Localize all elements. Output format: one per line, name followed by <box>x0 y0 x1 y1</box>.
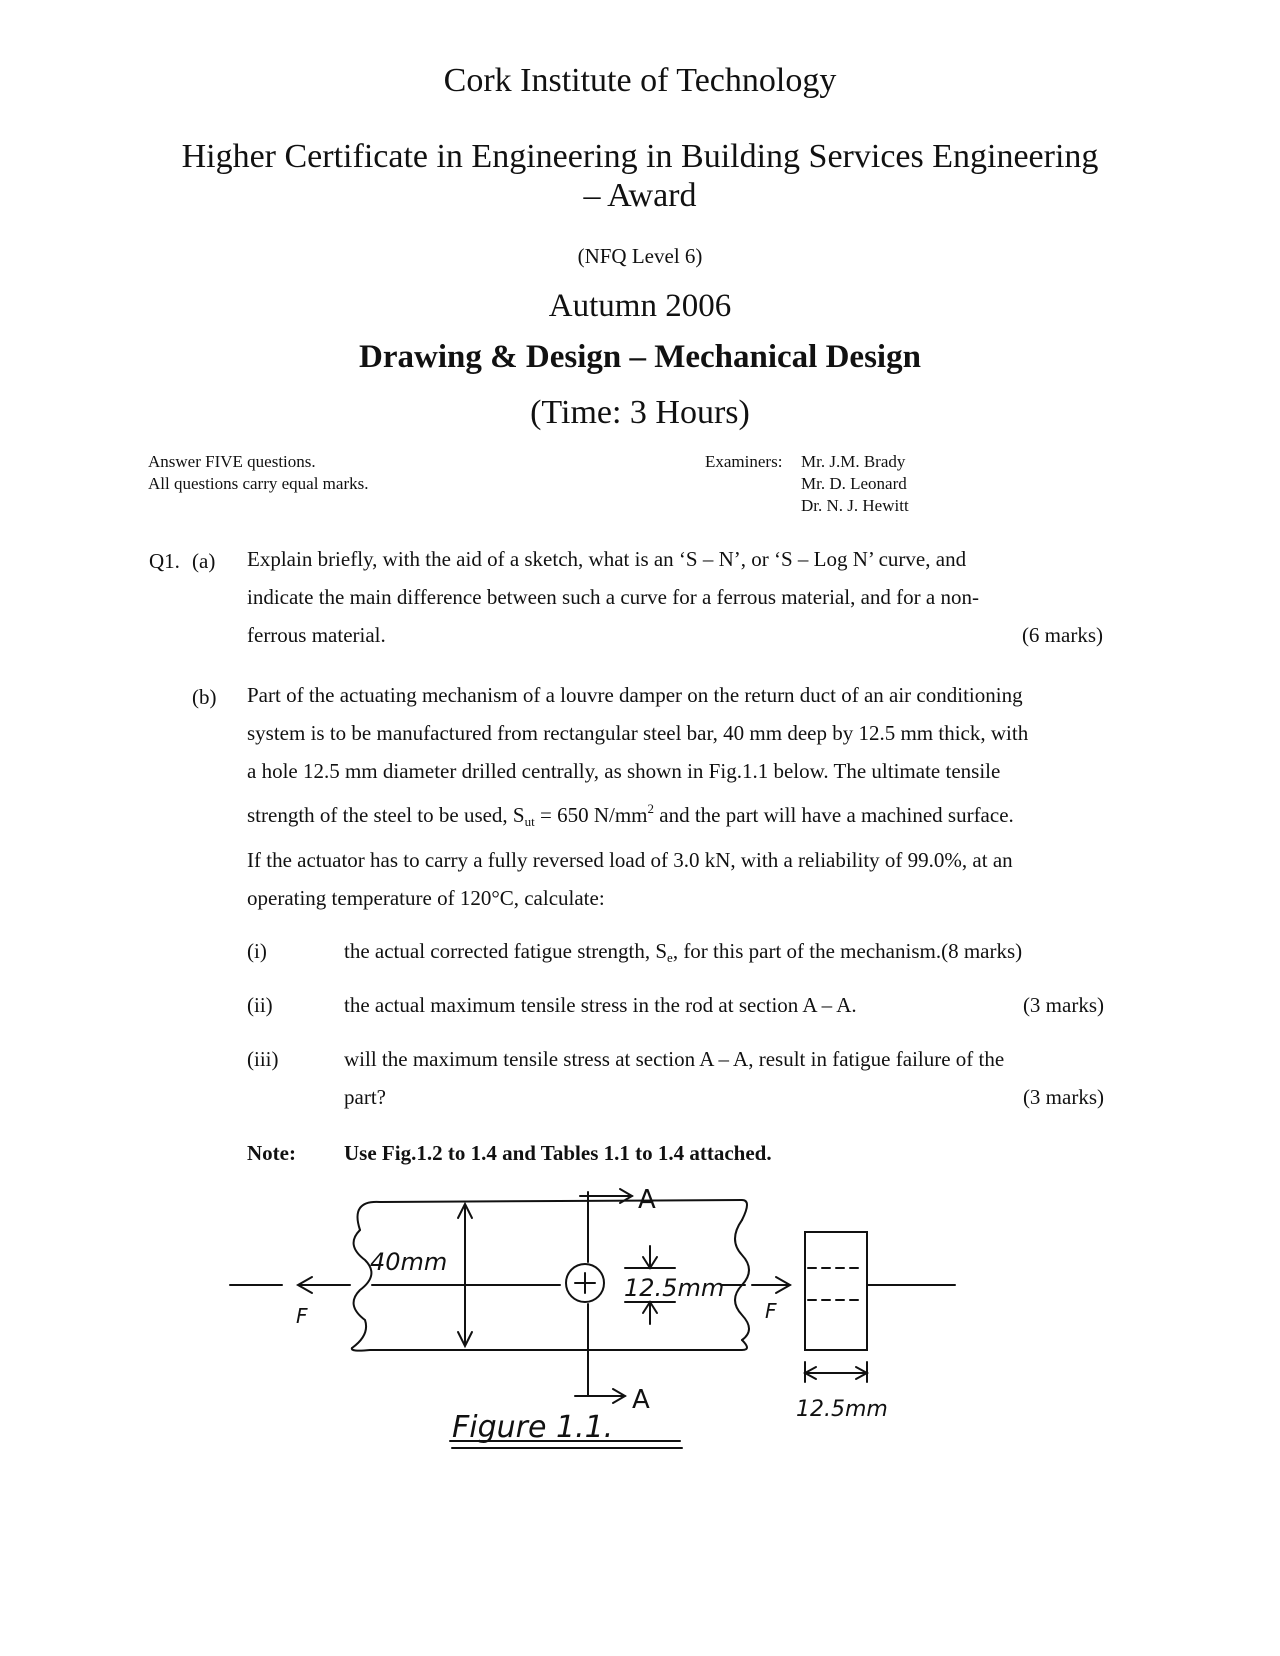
bar-right-break <box>735 1220 749 1340</box>
question-number: Q1. <box>149 549 180 573</box>
part-b-line-4-post: and the part will have a machined surface. <box>654 803 1014 827</box>
subpart-iii-marks: (3 marks) <box>1022 1085 1104 1109</box>
superscript-2: 2 <box>647 801 655 816</box>
part-b-line-4 <box>247 790 1127 841</box>
subscript-e: e <box>667 950 673 965</box>
subpart-iii-line-1: will the maximum tensile stress at section A – A, result in fatigue failure of the <box>344 1047 1005 1071</box>
part-a-line-3: ferrous material. <box>247 623 386 647</box>
nfq-level: (NFQ Level 6) <box>577 244 703 268</box>
part-a-line-3-row <box>247 616 1103 654</box>
part-a-label: (a) <box>192 549 216 573</box>
part-b-line-4-mid: = 650 N/mm <box>534 803 648 827</box>
subpart-iii-line-2: part? <box>344 1085 386 1109</box>
subpart-i-marks: (8 marks) <box>941 939 1023 963</box>
exam-term: Autumn 2006 <box>548 288 732 324</box>
subpart-i-post: , for this part of the mechanism. <box>672 939 942 963</box>
instructions <box>148 451 368 495</box>
part-b-line-5: If the actuator has to carry a fully reversed load of 3.0 kN, with a reliability of 99.0%, at an <box>247 848 1013 872</box>
subpart-iii-label: (iii) <box>247 1047 279 1071</box>
end-view-rect <box>805 1232 867 1350</box>
part-a-line-1: Explain briefly, with the aid of a sketch, what is an ‘S – N’, or ‘S – Log N’ curve, and <box>247 547 967 571</box>
part-a-text <box>247 540 1103 654</box>
part-b-line-3: a hole 12.5 mm diameter drilled centrally, as shown in Fig.1.1 below. The ultimate tensile <box>247 759 1001 783</box>
instruction-line-2: All questions carry equal marks. <box>148 474 369 493</box>
part-b-label: (b) <box>192 685 217 709</box>
subpart-ii-text: the actual maximum tensile stress in the rod at section A – A. <box>344 993 857 1017</box>
figure-caption: Figure 1.1. <box>452 1410 614 1445</box>
subpart-iii-line-2-row <box>344 1078 1104 1116</box>
part-b-line-4-pre: strength of the steel to be used, S <box>247 803 525 827</box>
subscript-ut: ut <box>524 814 535 829</box>
note-label: Note: <box>247 1141 296 1165</box>
label-section-bottom: A <box>632 1385 650 1415</box>
exam-duration: (Time: 3 Hours) <box>530 394 750 431</box>
note-text: Use Fig.1.2 to 1.4 and Tables 1.1 to 1.4 attached. <box>344 1141 772 1165</box>
part-a-line-2: indicate the main difference between such a curve for a ferrous material, and for a non- <box>247 585 979 609</box>
examiners-label: Examiners: <box>705 452 783 471</box>
subpart-ii-marks: (3 marks) <box>1022 993 1104 1017</box>
bar-bottom-edge <box>352 1340 747 1351</box>
programme-line-2: – Award <box>583 177 697 214</box>
figure-1-1 <box>0 1180 1280 1470</box>
subpart-ii-row <box>344 986 1104 1024</box>
instruction-line-1: Answer FIVE questions. <box>148 452 316 471</box>
examiner-name: Mr. D. Leonard <box>801 474 907 493</box>
part-b-line-2: system is to be manufactured from rectangular steel bar, 40 mm deep by 12.5 mm thick, with <box>247 721 1029 745</box>
bar-top-edge <box>358 1200 748 1230</box>
subpart-iii-text <box>344 1040 1104 1116</box>
label-section-top: A <box>638 1185 656 1215</box>
subpart-i-pre: the actual corrected fatigue strength, S <box>344 939 668 963</box>
subpart-ii-label: (ii) <box>247 993 273 1017</box>
examiners-list <box>801 451 909 517</box>
subject-title: Drawing & Design – Mechanical Design <box>359 339 921 375</box>
bar-left-break <box>352 1230 371 1348</box>
label-hole-diameter: 12.5mm <box>624 1274 725 1302</box>
programme-line-1: Higher Certificate in Engineering in Building Services Engineering <box>181 138 1099 175</box>
part-b-line-6: operating temperature of 120°C, calculate: <box>247 886 605 910</box>
part-b-text <box>247 676 1127 917</box>
label-thickness: 12.5mm <box>796 1397 888 1422</box>
subpart-i-label: (i) <box>247 939 267 963</box>
part-b-line-1: Part of the actuating mechanism of a louvre damper on the return duct of an air conditioning <box>247 683 1023 707</box>
institution-name: Cork Institute of Technology <box>443 62 837 99</box>
label-force-right: F <box>765 1299 777 1323</box>
label-force-left: F <box>296 1304 308 1328</box>
subpart-i-text <box>344 932 1104 977</box>
examiner-name: Dr. N. J. Hewitt <box>801 496 909 515</box>
examiner-name: Mr. J.M. Brady <box>801 452 906 471</box>
part-a-marks: (6 marks) <box>1021 623 1103 647</box>
programme-title <box>0 137 1280 215</box>
label-40mm: 40mm <box>370 1248 448 1276</box>
